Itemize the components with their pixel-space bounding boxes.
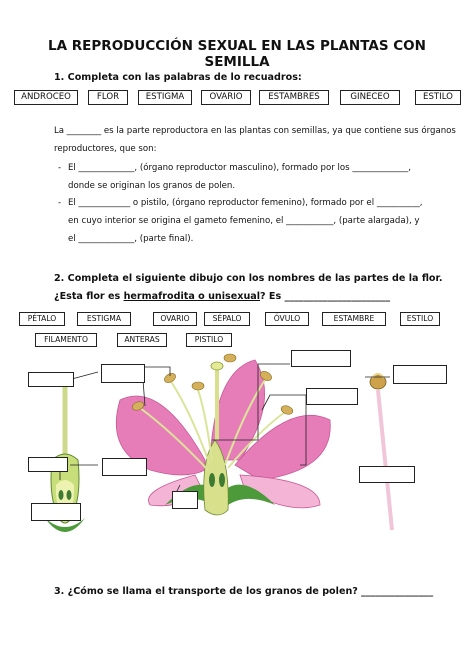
- label-box-ovule[interactable]: [31, 503, 81, 521]
- question-1: 1. Completa con las palabras de lo recuadros:: [54, 72, 302, 83]
- paragraph-bullet-2b: en cuyo interior se origina el gameto femenino, el ___________, (parte alargada), y: [68, 216, 420, 226]
- label-box-sepal[interactable]: [172, 491, 198, 509]
- word-anteras: ANTERAS: [117, 333, 167, 347]
- label-box-ovary[interactable]: [28, 457, 68, 472]
- word-petalo: PÉTALO: [19, 312, 65, 326]
- label-box-anther[interactable]: [393, 365, 447, 384]
- word-filamento: FILAMENTO: [35, 333, 97, 347]
- question-3: 3. ¿Cómo se llama el transporte de los granos de polen? _______________: [54, 586, 434, 597]
- word-estilo-2: ESTILO: [400, 312, 440, 326]
- label-box-stamens[interactable]: [101, 364, 145, 383]
- bullet-dash-1: -: [58, 163, 62, 173]
- stamen-illustration: [370, 374, 392, 530]
- word-estigma-2: ESTIGMA: [77, 312, 131, 326]
- paragraph-bullet-2c: el _____________, (parte final).: [68, 234, 194, 244]
- question-2b-pre: ¿Esta flor es: [54, 291, 124, 302]
- word-estilo: ESTILO: [415, 90, 461, 105]
- paragraph-bullet-1a: El _____________, (órgano reproductor masculino), formado por los _____________,: [68, 163, 411, 173]
- word-androceo: ANDROCEO: [14, 90, 78, 105]
- word-ovulo: ÓVULO: [265, 312, 309, 326]
- word-flor: FLOR: [88, 90, 128, 105]
- word-sepalo: SÉPALO: [204, 312, 250, 326]
- word-gineceo: GINECEO: [340, 90, 400, 105]
- paragraph-line-1: La ________ es la parte reproductora en las plantas con semillas, ya que contiene sus órganos: [54, 126, 456, 136]
- paragraph-line-2: reproductores, que son:: [54, 144, 157, 154]
- label-box-anther-flower[interactable]: [306, 388, 358, 405]
- question-2: 2. Completa el siguiente dibujo con los nombres de las partes de la flor.: [54, 273, 443, 284]
- flower-illustration: [116, 354, 330, 515]
- word-estambres: ESTAMBRES: [259, 90, 329, 105]
- bullet-dash-2: -: [58, 198, 62, 208]
- label-box-pistil[interactable]: [291, 350, 351, 367]
- page-title-line2: SEMILLA: [204, 54, 270, 70]
- paragraph-bullet-2a: El ____________ o pistilo, (órgano reproductor femenino), formado por el __________,: [68, 198, 423, 208]
- question-2b: [54, 291, 390, 302]
- label-box-filament[interactable]: [359, 466, 415, 483]
- word-estambre: ESTAMBRE: [322, 312, 386, 326]
- page-title: LA REPRODUCCIÓN SEXUAL EN LAS PLANTAS CON: [48, 38, 426, 54]
- word-estigma: ESTIGMA: [138, 90, 192, 105]
- word-pistilo: PISTILO: [186, 333, 232, 347]
- word-ovario: OVARIO: [201, 90, 251, 105]
- label-box-style[interactable]: [102, 458, 147, 476]
- question-2b-post: ? Es ______________________: [260, 291, 391, 302]
- paragraph-bullet-1b: donde se originan los granos de polen.: [68, 181, 236, 191]
- label-box-stigma[interactable]: [28, 372, 74, 387]
- word-ovario-2: OVARIO: [153, 312, 197, 326]
- question-2b-bold: hermafrodita o unisexual: [123, 291, 261, 302]
